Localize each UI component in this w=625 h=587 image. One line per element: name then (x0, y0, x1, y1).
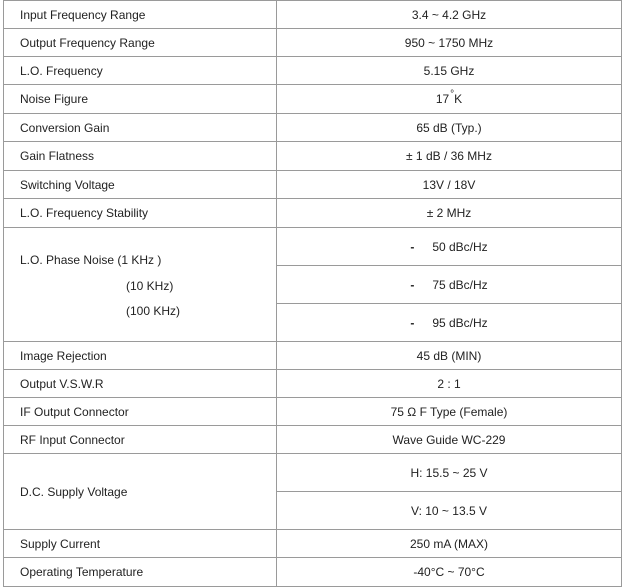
noise-figure-value: 17 (435, 92, 450, 106)
spec-value: 950 ~ 1750 MHz (277, 29, 622, 57)
phase-noise-label-cell (4, 228, 277, 342)
table-row (4, 29, 622, 57)
spec-label: D.C. Supply Voltage (4, 454, 277, 530)
table-row (4, 1, 622, 29)
spec-table (3, 0, 622, 587)
spec-label: RF Input Connector (4, 426, 277, 454)
table-row (4, 57, 622, 85)
minus-sign: - (410, 315, 415, 330)
table-row (4, 530, 622, 558)
spec-value: Wave Guide WC-229 (277, 426, 622, 454)
table-row (4, 114, 622, 142)
table-row (4, 558, 622, 587)
spec-label: Output Frequency Range (4, 29, 277, 57)
table-row (4, 228, 622, 266)
spec-value: H: 15.5 ~ 25 V (277, 454, 622, 492)
table-row (4, 142, 622, 171)
spec-label: IF Output Connector (4, 398, 277, 426)
spec-value (277, 266, 622, 304)
spec-label: Noise Figure (4, 85, 277, 114)
phase-noise-100k: 95 dBc/Hz (432, 315, 488, 330)
spec-value: 75 Ω F Type (Female) (277, 398, 622, 426)
spec-label: Image Rejection (4, 342, 277, 370)
spec-label: Gain Flatness (4, 142, 277, 171)
minus-sign: - (410, 277, 415, 292)
phase-noise-10k: 75 dBc/Hz (432, 277, 488, 292)
spec-value: 3.4 ~ 4.2 GHz (277, 1, 622, 29)
spec-value: ± 1 dB / 36 MHz (277, 142, 622, 171)
spec-label: Operating Temperature (4, 558, 277, 587)
table-row (4, 342, 622, 370)
table-row (4, 398, 622, 426)
table-row (4, 85, 622, 114)
spec-label: L.O. Frequency (4, 57, 277, 85)
spec-value: 13V / 18V (277, 171, 622, 199)
degree-sup: ° (450, 89, 455, 100)
spec-value: ± 2 MHz (277, 199, 622, 228)
table-row (4, 370, 622, 398)
spec-label: Switching Voltage (4, 171, 277, 199)
spec-label: Input Frequency Range (4, 1, 277, 29)
phase-noise-sub-10k: (10 KHz) (126, 278, 174, 293)
spec-label: Supply Current (4, 530, 277, 558)
spec-value (277, 228, 622, 266)
minus-sign: - (410, 239, 415, 254)
table-row (4, 454, 622, 492)
phase-noise-label: L.O. Phase Noise (1 KHz ) (20, 252, 162, 267)
spec-value: V: 10 ~ 13.5 V (277, 492, 622, 530)
spec-value: -40°C ~ 70°C (277, 558, 622, 587)
phase-noise-1k: 50 dBc/Hz (432, 239, 488, 254)
table-row (4, 199, 622, 228)
spec-value: 2 : 1 (277, 370, 622, 398)
spec-value (277, 304, 622, 342)
spec-label: L.O. Frequency Stability (4, 199, 277, 228)
spec-value: 250 mA (MAX) (277, 530, 622, 558)
spec-value: 65 dB (Typ.) (277, 114, 622, 142)
phase-noise-sub-100k: (100 KHz) (126, 303, 181, 318)
table-row (4, 171, 622, 199)
spec-value: 45 dB (MIN) (277, 342, 622, 370)
noise-figure-unit: K (454, 92, 463, 106)
spec-value: 5.15 GHz (277, 57, 622, 85)
table-row (4, 426, 622, 454)
spec-label: Output V.S.W.R (4, 370, 277, 398)
spec-value (277, 85, 622, 114)
spec-label: Conversion Gain (4, 114, 277, 142)
